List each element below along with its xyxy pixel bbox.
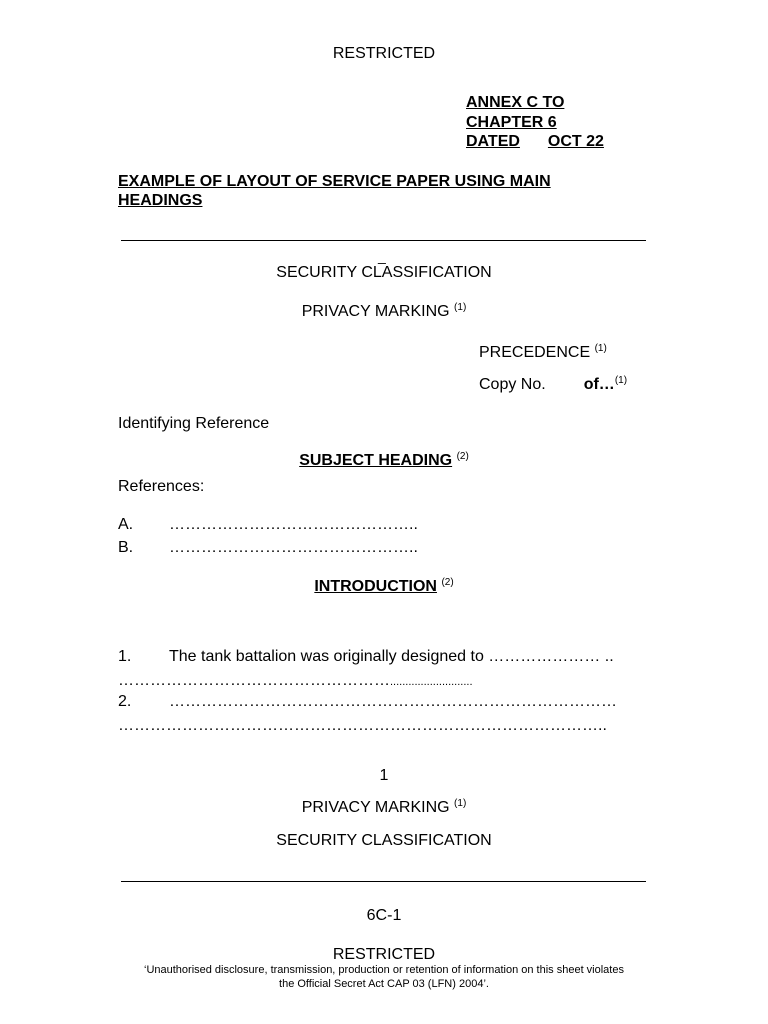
security-classification-top: SECURITY CLASSIFICATION	[276, 264, 492, 281]
paragraph-2-number: 2.	[118, 693, 132, 710]
stray-mark: _	[378, 248, 386, 264]
paragraph-1-number: 1.	[118, 648, 132, 665]
paragraph-1-cont-small: ...........................	[390, 676, 473, 688]
title-line-1: EXAMPLE OF LAYOUT OF SERVICE PAPER USING MAIN	[118, 173, 551, 190]
subject-heading-note: (2)	[456, 451, 469, 462]
annex-dated-label: DATED	[466, 133, 520, 150]
precedence-label: PRECEDENCE	[479, 344, 591, 361]
page-number: 1	[379, 767, 389, 784]
paragraph-2	[118, 692, 617, 711]
paragraph-2-text: …………………………………………………………………………	[169, 693, 617, 710]
privacy-marking-top	[0, 302, 768, 321]
identifying-reference: Identifying Reference	[118, 415, 270, 432]
copy-number	[479, 375, 627, 394]
paragraph-1-cont-dots: ……………………………………………	[118, 672, 390, 689]
subject-heading	[0, 451, 768, 470]
privacy-marking-bottom-note: (1)	[454, 798, 467, 809]
reference-letter: B.	[118, 539, 134, 556]
disclaimer-line-1: ‘Unauthorised disclosure, transmission, production or retention of information on this sheet violates	[144, 964, 624, 976]
top-divider	[121, 240, 646, 241]
security-classification-bottom: SECURITY CLASSIFICATION	[276, 832, 492, 849]
bottom-divider	[121, 881, 646, 882]
reference-text: ………………………………………..	[169, 539, 418, 556]
copy-number-of: of…	[583, 376, 615, 393]
restricted-bottom: RESTRICTED	[332, 946, 436, 963]
privacy-marking-note: (1)	[454, 302, 467, 313]
introduction-note: (2)	[441, 577, 454, 588]
subject-heading-label: SUBJECT HEADING	[299, 452, 453, 469]
reference-text: ………………………………………..	[169, 516, 418, 533]
paragraph-1-text: The tank battalion was originally designed to ………………… ..	[169, 648, 614, 665]
title-line-2: HEADINGS	[118, 192, 203, 209]
annex-dated	[466, 132, 604, 151]
disclaimer-line-2: the Official Secret Act CAP 03 (LFN) 2004’.	[279, 978, 489, 990]
precedence	[479, 343, 607, 362]
copy-number-label: Copy No.	[479, 376, 546, 393]
introduction-heading	[0, 577, 768, 596]
paragraph-2-continuation: ………………………………………………………………………………..	[118, 717, 607, 734]
reference-item	[118, 538, 418, 557]
paragraph-1	[118, 647, 614, 666]
reference-item	[118, 515, 418, 534]
privacy-marking-bottom	[0, 798, 768, 817]
annex-line-1: ANNEX C TO	[466, 94, 565, 111]
introduction-label: INTRODUCTION	[314, 578, 437, 595]
references-label: References:	[118, 478, 205, 495]
paragraph-1-continuation	[118, 671, 473, 690]
restricted-top: RESTRICTED	[332, 45, 436, 62]
annex-line-2: CHAPTER 6	[466, 114, 557, 131]
privacy-marking-bottom-label: PRIVACY MARKING	[301, 799, 450, 816]
copy-number-note: (1)	[614, 375, 628, 386]
privacy-marking-label: PRIVACY MARKING	[301, 303, 450, 320]
annex-dated-value: OCT 22	[547, 133, 604, 150]
page-code: 6C-1	[366, 907, 402, 924]
reference-letter: A.	[118, 516, 134, 533]
precedence-note: (1)	[594, 343, 607, 354]
